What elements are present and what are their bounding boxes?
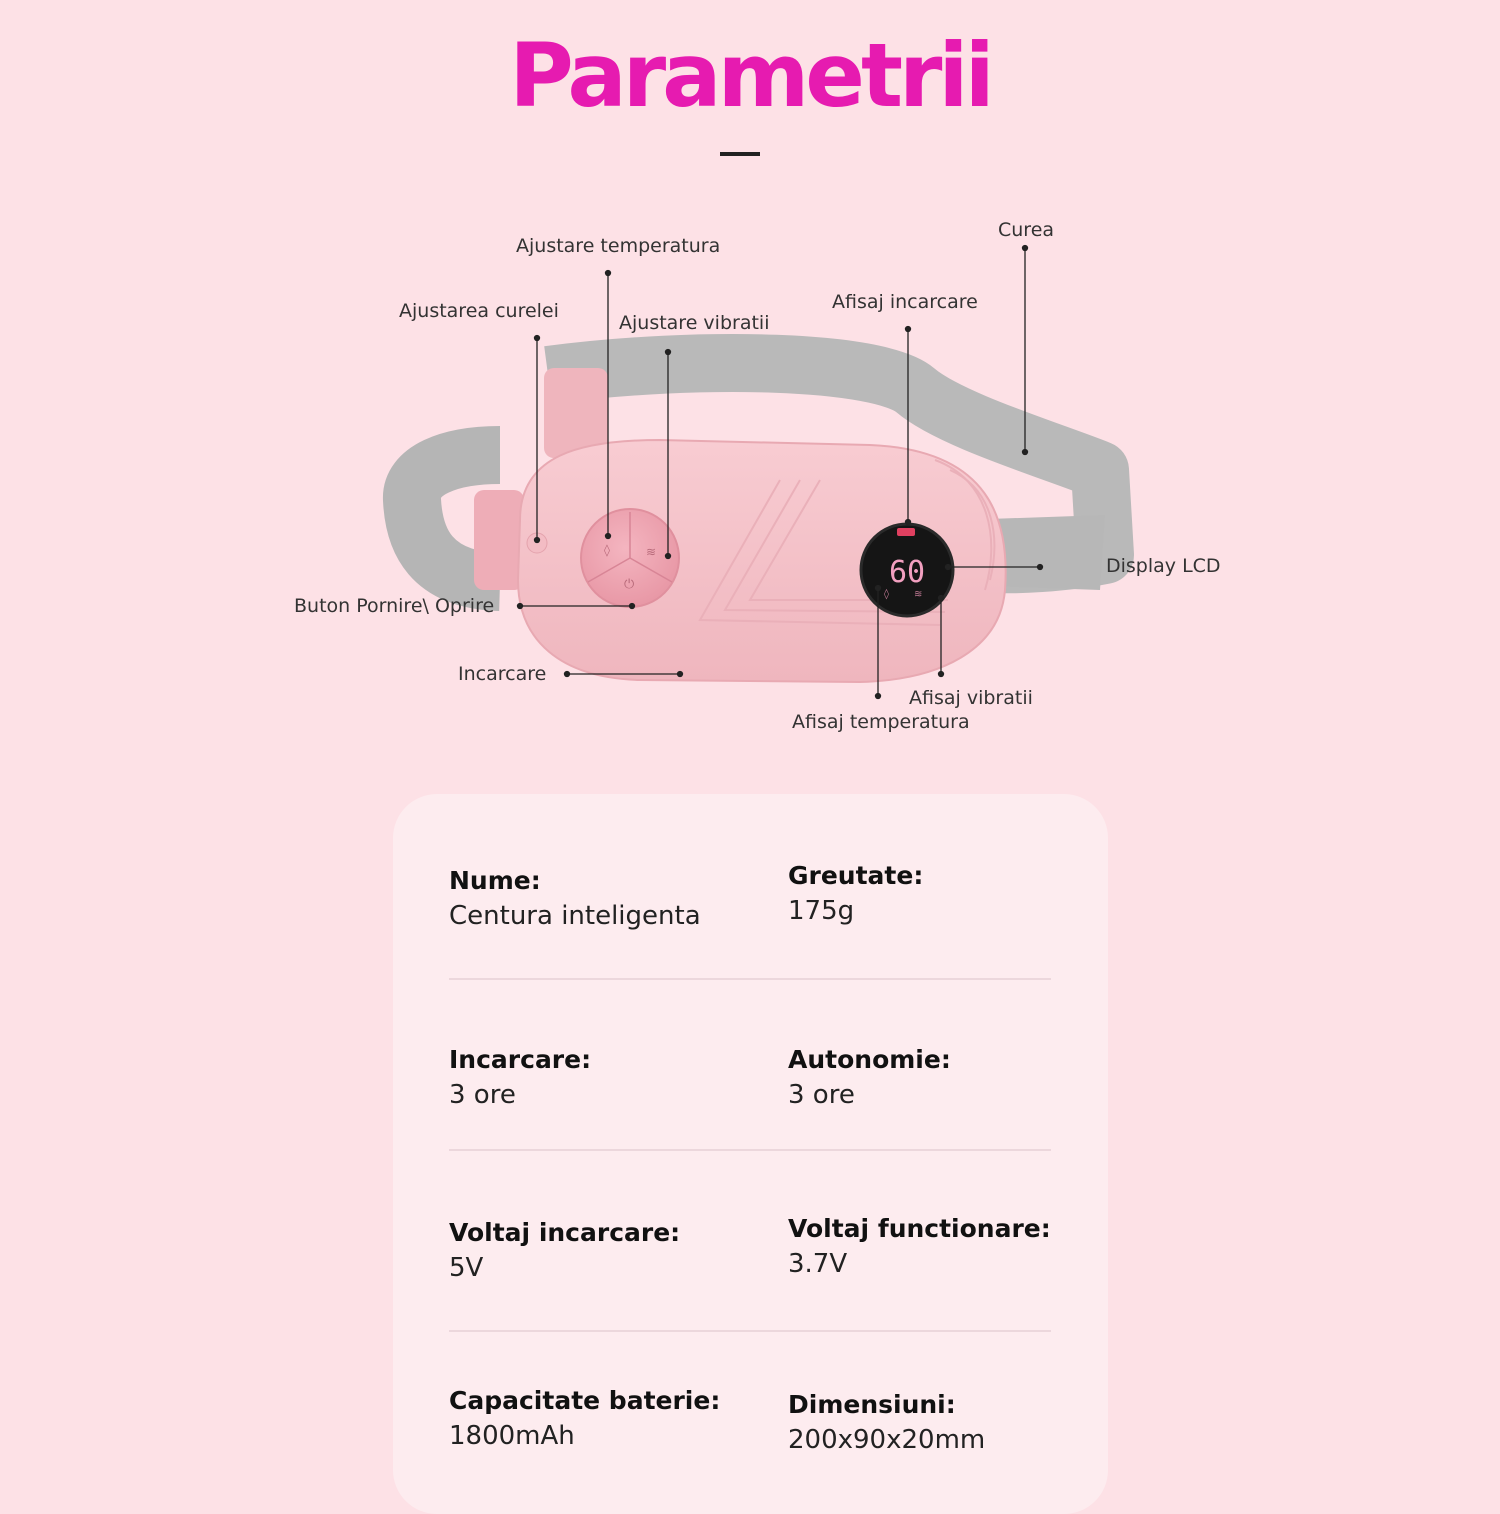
svg-text:≋: ≋ [646, 545, 657, 559]
spec-voltaj-functionare [788, 1214, 1051, 1279]
spec-label: Voltaj functionare: [788, 1214, 1051, 1243]
callout-curea: Curea [998, 219, 1055, 241]
spec-value: 3 ore [788, 1080, 855, 1110]
callout-ajustarea-curelei: Ajustarea curelei [399, 300, 559, 322]
spec-value: 175g [788, 896, 855, 926]
svg-text:≋: ≋ [914, 589, 923, 600]
divider [449, 978, 1051, 980]
spec-value: Centura inteligenta [449, 901, 701, 931]
callout-ajustare-temperatura: Ajustare temperatura [516, 235, 721, 257]
callout-ajustare-vibratii: Ajustare vibratii [619, 312, 770, 334]
spec-dimensiuni [788, 1390, 985, 1455]
spec-label: Voltaj incarcare: [449, 1218, 681, 1247]
spec-nume [449, 866, 701, 931]
spec-capacitate-baterie [449, 1386, 720, 1451]
lcd-reading: 60 [889, 555, 926, 590]
svg-text:⏻: ⏻ [624, 577, 635, 592]
spec-label: Incarcare: [449, 1045, 592, 1074]
spec-value: 5V [449, 1253, 484, 1283]
specs-card [393, 794, 1108, 1514]
divider [449, 1330, 1051, 1332]
spec-label: Nume: [449, 866, 541, 895]
spec-label: Capacitate baterie: [449, 1386, 721, 1415]
spec-label: Dimensiuni: [788, 1390, 956, 1419]
callout-afisaj-temperatura: Afisaj temperatura [792, 711, 970, 733]
spec-label: Greutate: [788, 861, 924, 890]
spec-value: 3.7V [788, 1249, 848, 1279]
spec-autonomie [788, 1045, 951, 1110]
callout-incarcare: Incarcare [458, 663, 547, 685]
callout-display-lcd: Display LCD [1106, 555, 1221, 577]
spec-label: Autonomie: [788, 1045, 951, 1074]
spec-greutate [788, 861, 923, 926]
svg-text:◊: ◊ [884, 589, 889, 600]
side-clip [474, 490, 524, 590]
callout-buton-pornire: Buton Pornire\ Oprire [294, 595, 495, 617]
callout-afisaj-incarcare: Afisaj incarcare [832, 291, 978, 313]
callout-afisaj-vibratii: Afisaj vibratii [909, 687, 1033, 709]
spec-value: 200x90x20mm [788, 1425, 986, 1455]
spec-value: 1800mAh [449, 1421, 575, 1451]
spec-incarcare [449, 1045, 591, 1110]
spec-voltaj-incarcare [449, 1218, 680, 1283]
page-title: Parametrii [509, 24, 991, 127]
svg-text:◊: ◊ [604, 543, 610, 557]
divider [449, 1149, 1051, 1151]
spec-value: 3 ore [449, 1080, 516, 1110]
